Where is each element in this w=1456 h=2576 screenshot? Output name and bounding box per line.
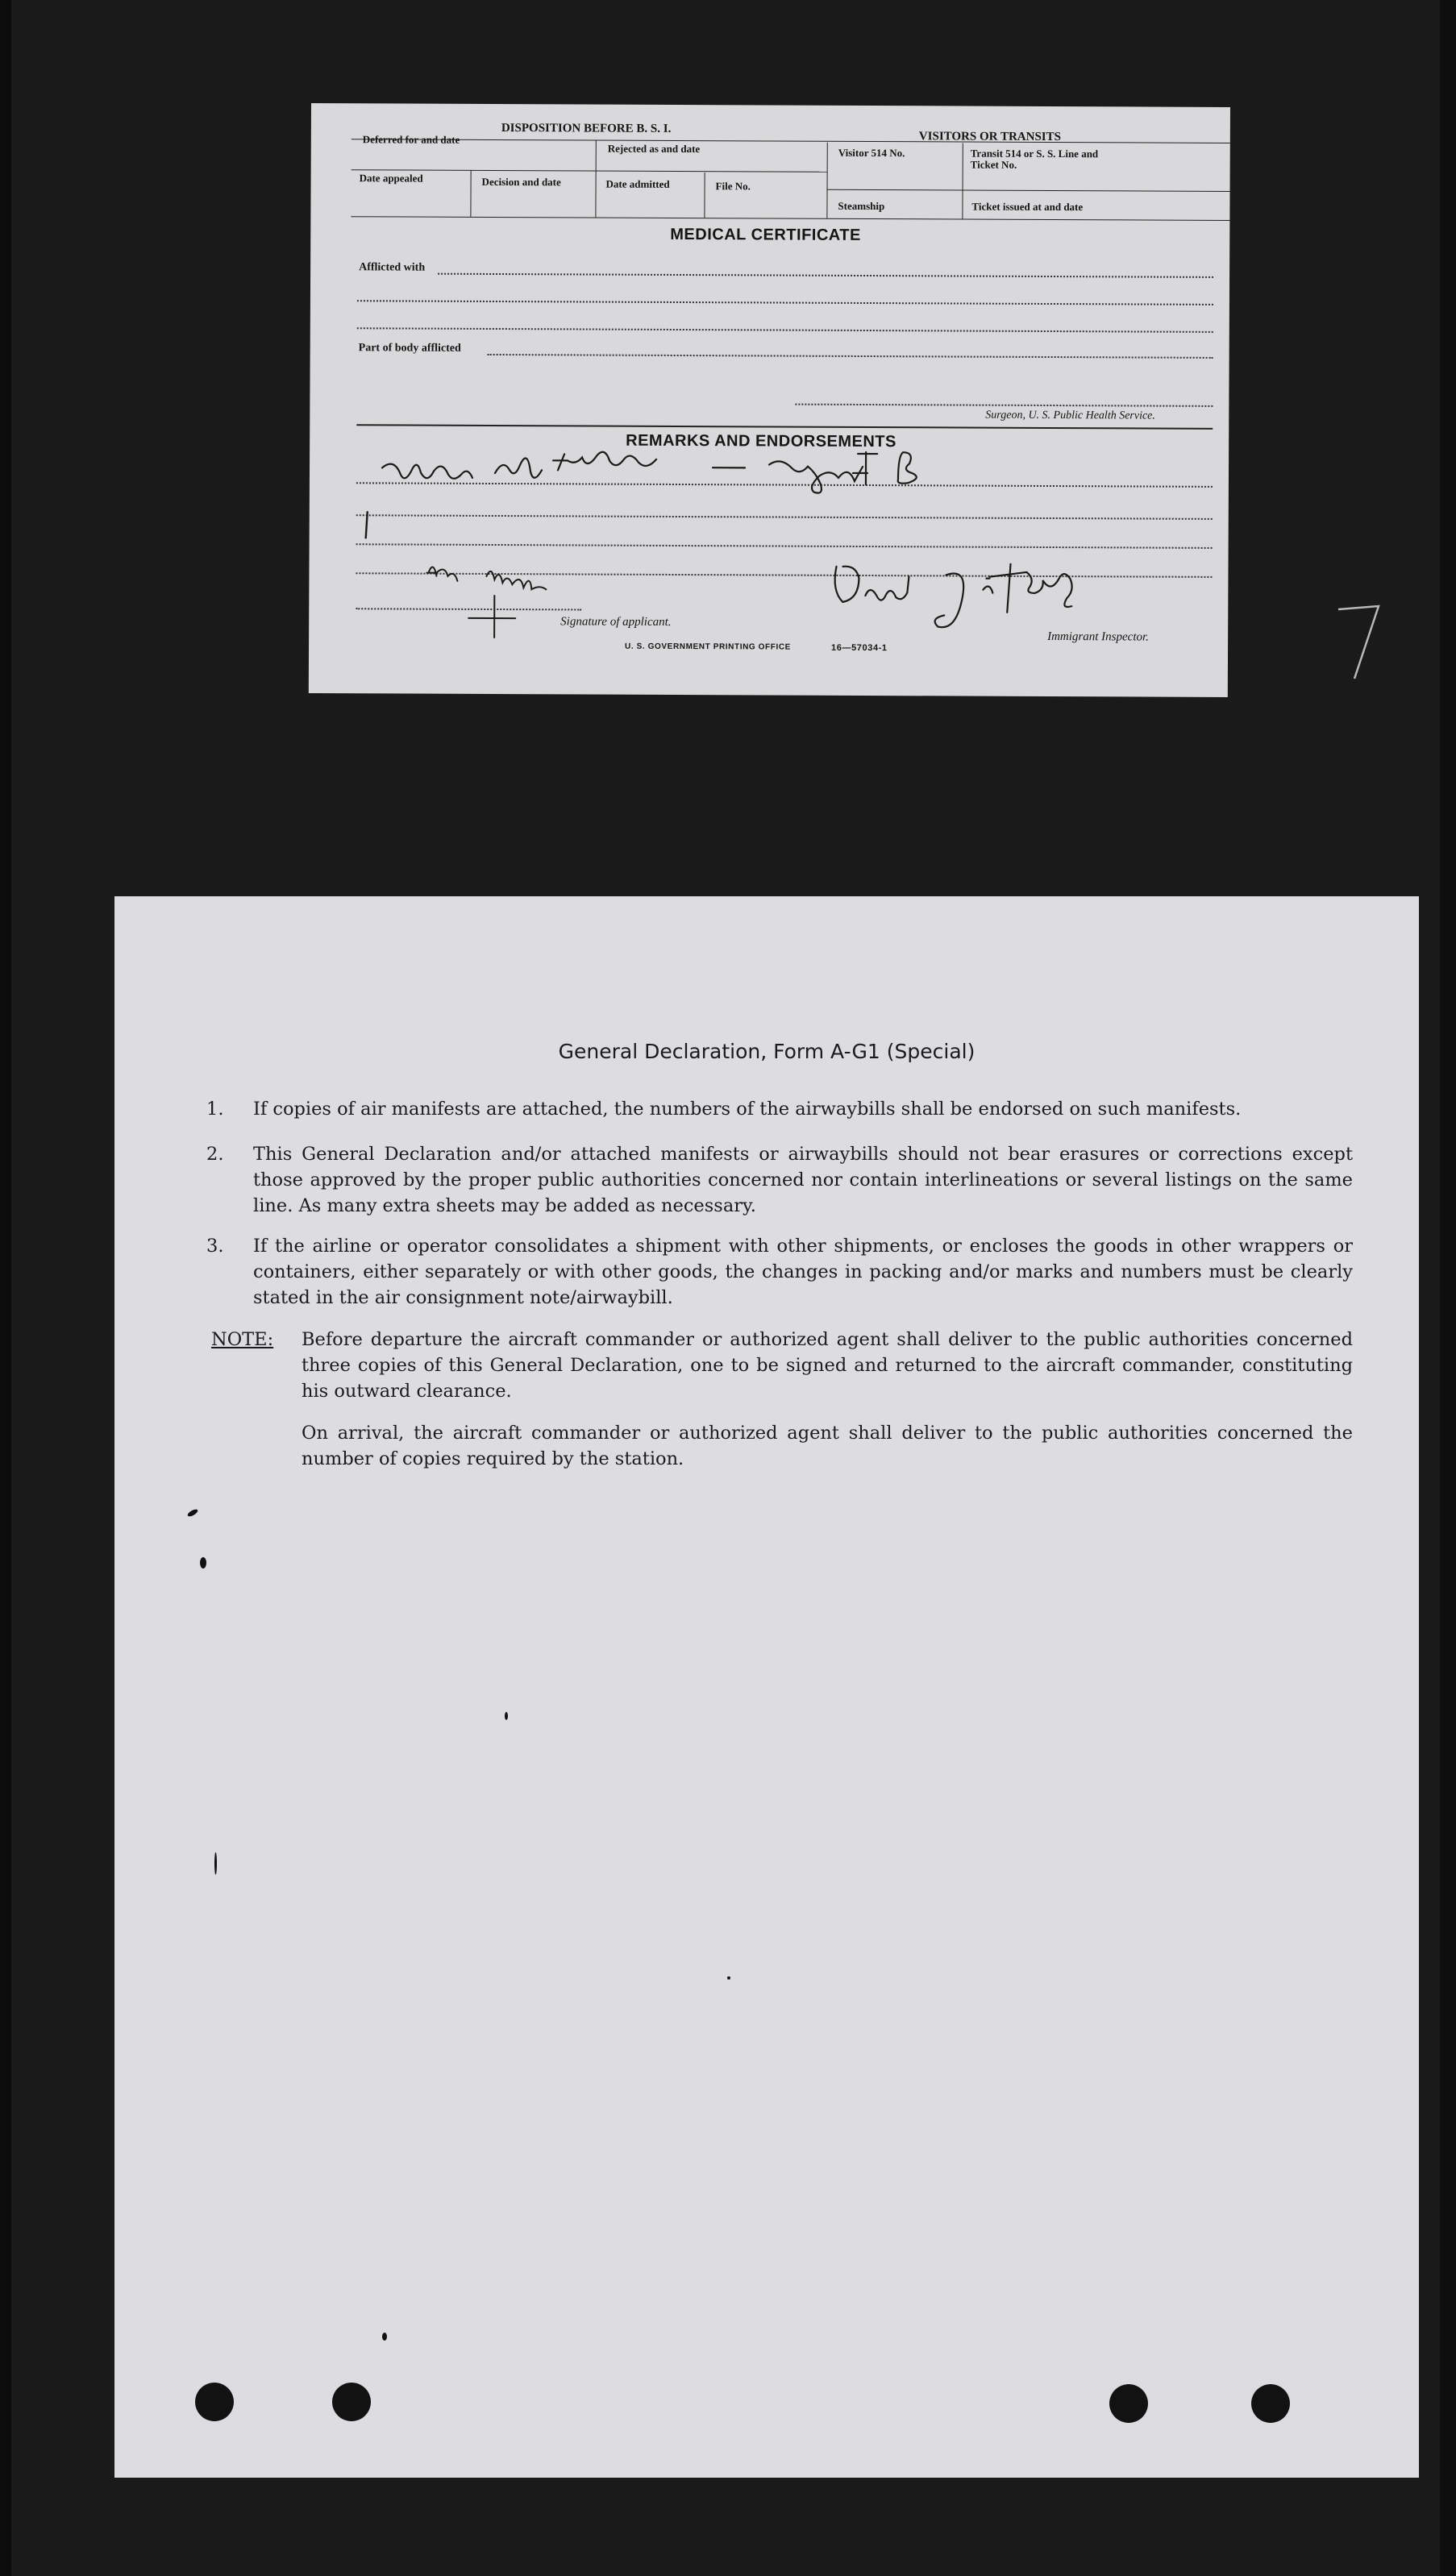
general-declaration-page <box>114 896 1419 2478</box>
inspector-signature <box>825 557 1115 639</box>
medical-certificate-title: MEDICAL CERTIFICATE <box>670 225 861 244</box>
punch-hole <box>195 2383 234 2421</box>
item-number: 1. <box>206 1099 224 1120</box>
surgeon-label: Surgeon, U. S. Public Health Service. <box>985 409 1155 422</box>
item-number: 2. <box>206 1144 224 1165</box>
speck <box>727 1976 730 1980</box>
visitor-514-label: Visitor 514 No. <box>838 146 905 160</box>
declaration-title: General Declaration, Form A-G1 (Special) <box>558 1040 976 1063</box>
afflicted-with-label: Afflicted with <box>359 261 426 274</box>
rejected-label: Rejected as and date <box>607 142 701 156</box>
note-text: Before departure the aircraft commander or authorized agent shall deliver to the public authorities concerned three copies of this General Declaration, one to be signed and returned to the aircraft commander, constituting his outward clearance. <box>302 1329 1353 1402</box>
speck <box>186 1508 198 1518</box>
file-no-label: File No. <box>715 180 751 193</box>
film-border-right <box>1440 0 1456 2576</box>
handwritten-remark <box>374 442 955 509</box>
item-number: 3. <box>206 1236 224 1257</box>
rule <box>352 139 1230 143</box>
speck <box>382 2333 387 2341</box>
visitors-header: VISITORS OR TRANSITS <box>918 130 1062 144</box>
speck <box>200 1557 206 1568</box>
remarks-title: REMARKS AND ENDORSEMENTS <box>626 431 896 451</box>
note-label: NOTE: <box>211 1329 274 1350</box>
handwritten-page-number <box>1332 600 1388 688</box>
signature-applicant-label: Signature of applicant. <box>560 615 672 629</box>
speck <box>214 1852 217 1875</box>
punch-hole <box>1109 2384 1148 2423</box>
part-of-body-label: Part of body afflicted <box>358 342 461 355</box>
printing-office-label: U. S. GOVERNMENT PRINTING OFFICE <box>625 642 791 652</box>
arrival-text: On arrival, the aircraft commander or authorized agent shall deliver to the public authorities concerned the number of copies required by the station. <box>302 1423 1353 1469</box>
decision-label: Decision and date <box>481 175 561 189</box>
declaration-item: If copies of air manifests are attached, the numbers of the airwaybills shall be endorsed on such manifests. <box>253 1099 1242 1120</box>
form-number-label: 16—57034-1 <box>831 642 888 654</box>
punch-hole <box>332 2383 371 2421</box>
inspection-card <box>309 103 1230 697</box>
immigrant-inspector-label: Immigrant Inspector. <box>1047 629 1149 644</box>
punch-hole <box>1251 2384 1290 2423</box>
ticket-issued-label: Ticket issued at and date <box>971 200 1084 214</box>
transit-514-label: Transit 514 or S. S. Line and Ticket No. <box>970 147 1099 171</box>
steamship-label: Steamship <box>838 199 885 213</box>
deferred-label: Deferred for and date <box>362 133 460 146</box>
applicant-mark <box>422 555 615 645</box>
disposition-header: DISPOSITION BEFORE B. S. I. <box>501 122 672 135</box>
declaration-item: If the airline or operator consolidates a shipment with other shipments, or encloses the goods in other wrappers or containers, either separately or with other goods, the changes in packing and/or marks and numbers must be clearly stated in the air consignment note/airwaybill. <box>253 1236 1353 1308</box>
date-admitted-label: Date admitted <box>605 177 670 190</box>
handwritten-mark <box>358 506 382 546</box>
date-appealed-label: Date appealed <box>359 172 423 185</box>
film-border-left <box>0 0 11 2576</box>
speck <box>505 1712 508 1720</box>
declaration-item: This General Declaration and/or attached manifests or airwaybills should not bear erasures or corrections except those approved by the proper public authorities concerned nor contain interlineations or several listings on the same line. As many extra sheets may be added as necessary. <box>253 1144 1353 1216</box>
